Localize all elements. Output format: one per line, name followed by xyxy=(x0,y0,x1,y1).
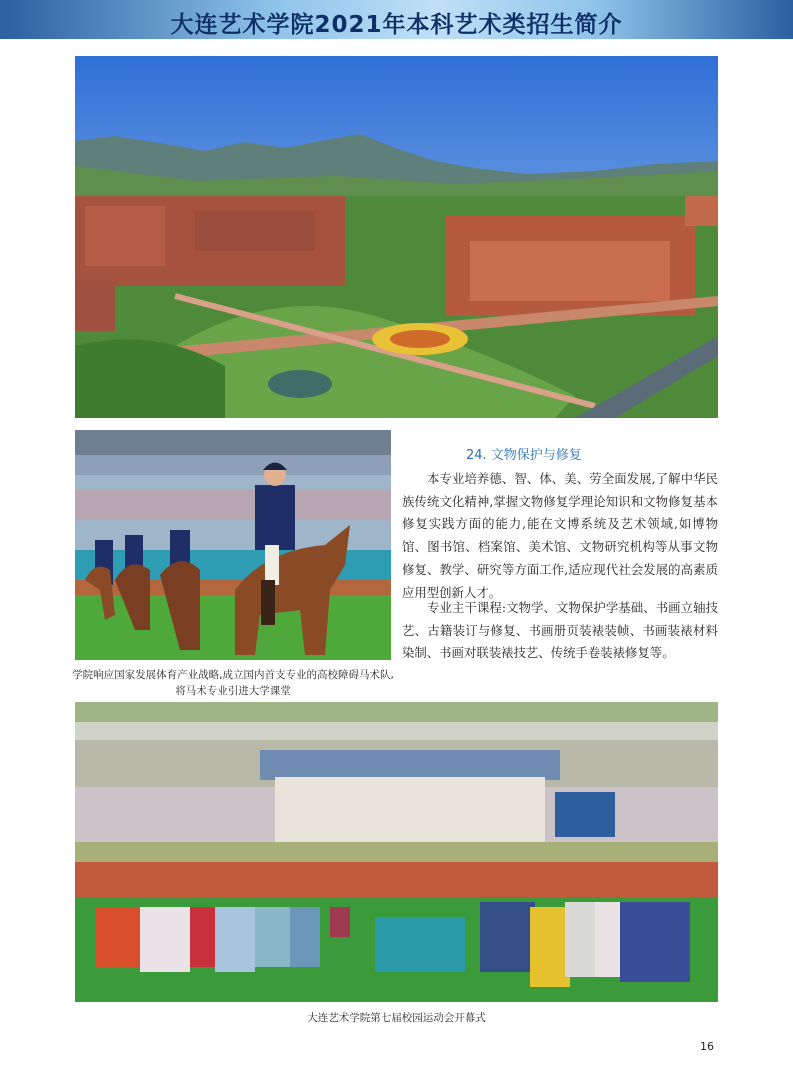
sports-meet-photo xyxy=(75,702,718,1002)
equestrian-photo xyxy=(75,430,391,660)
equestrian-caption xyxy=(65,667,401,699)
major-description-paragraph: 本专业培养德、智、体、美、劳全面发展,了解中华民族传统文化精神,掌握文物修复学理论知识和文物修复基本修复实践方面的能力,能在文博系统及艺术领域,如博物馆、图书馆、档案馆、美术馆、文物研究机构等从事文物修复、教学、研究等方面工作,适应现代社会发展的高素质应用型创新人才。 xyxy=(402,471,718,600)
sports-meet-caption: 大连艺术学院第七届校园运动会开幕式 xyxy=(307,1012,486,1024)
page-header xyxy=(0,0,793,39)
core-courses-paragraph: 专业主干课程:文物学、文物保护学基础、书画立轴技艺、古籍装订与修复、书画册页装裱装帧、书画装裱材料染制、书画对联装裱技艺、传统手卷装裱修复等。 xyxy=(402,600,718,661)
section-heading: 24. 文物保护与修复 xyxy=(466,448,582,463)
equestrian-caption-line2: 将马术专业引进大学课堂 xyxy=(175,685,291,697)
equestrian-caption-line1: 学院响应国家发展体育产业战略,成立国内首支专业的高校障碍马术队, xyxy=(72,669,394,681)
page-number: 16 xyxy=(700,1040,714,1053)
campus-aerial-photo xyxy=(75,56,718,418)
page-title: 大连艺术学院2021年本科艺术类招生简介 xyxy=(170,12,623,38)
